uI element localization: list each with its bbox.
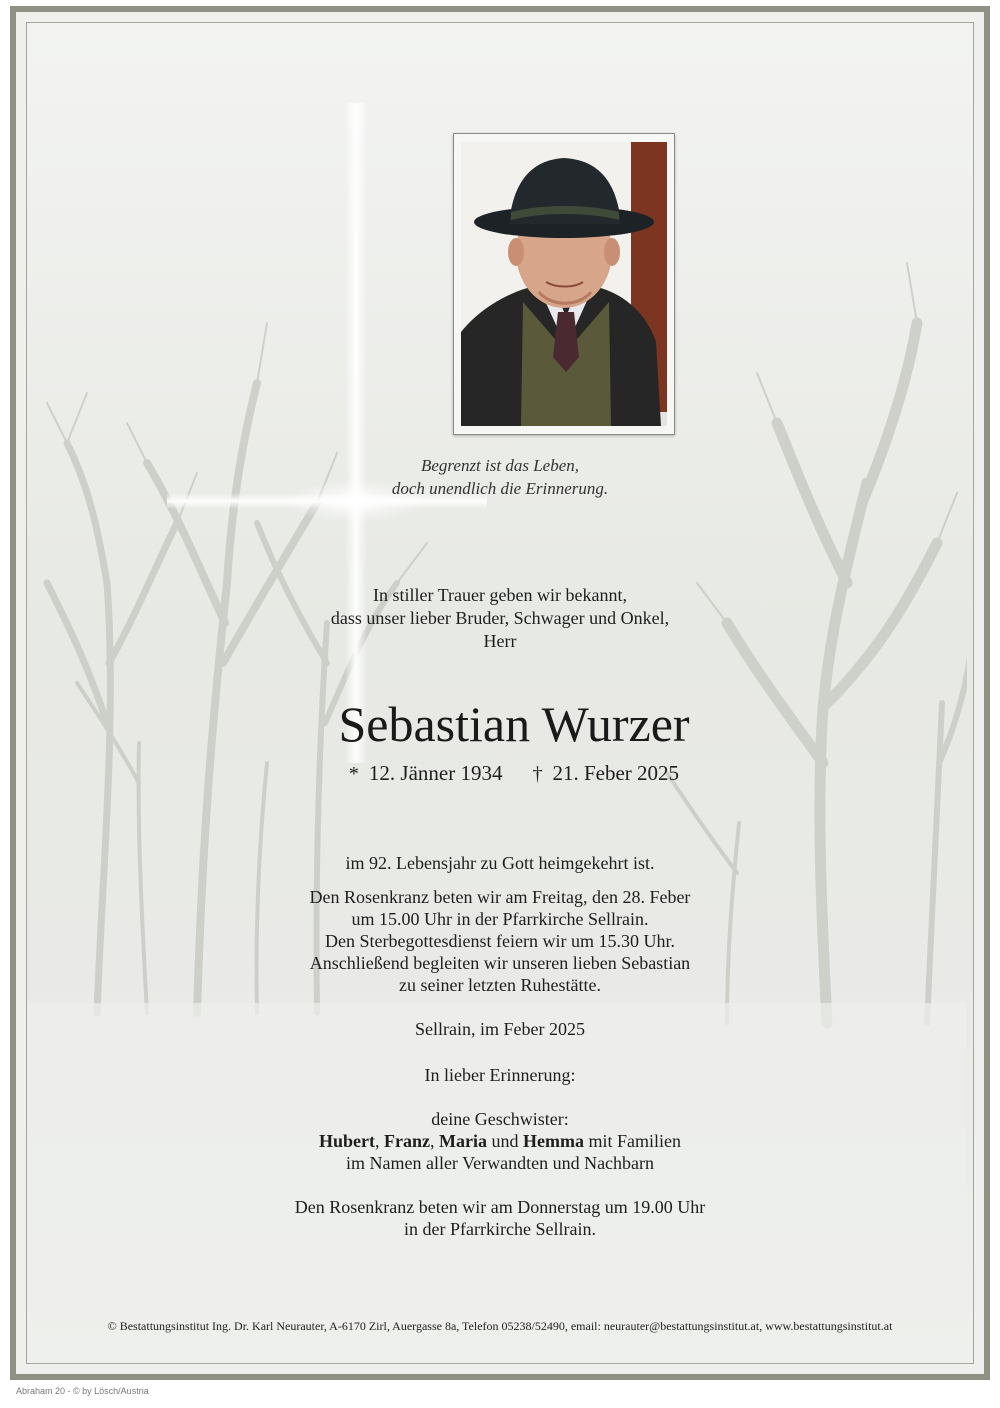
sibling-name: Franz: [384, 1131, 430, 1151]
intro-line-1: In stiller Trauer geben wir bekannt,: [373, 585, 627, 605]
rosary-note: [0, 1196, 1000, 1240]
portrait-photo: [461, 142, 667, 426]
ceremony-line-1: Den Rosenkranz beten wir am Freitag, den 28. Feber: [309, 887, 691, 907]
ceremony-line-3: Den Sterbegottesdienst feiern wir um 15.30 Uhr.: [325, 931, 675, 951]
remembrance-line: In lieber Erinnerung:: [424, 1065, 576, 1085]
birth-date: 12. Jänner 1934: [368, 761, 503, 785]
intro-line-3: Herr: [483, 631, 517, 651]
deceased-name: Sebastian Wurzer: [338, 696, 690, 752]
portrait-frame: [453, 133, 675, 435]
sibling-name: Maria: [439, 1131, 487, 1151]
birth-star-icon: *: [348, 763, 359, 785]
motto: [0, 454, 1000, 500]
siblings-line: Hubert, Franz, Maria und Hemma mit Familien: [319, 1131, 681, 1151]
death-cross-icon: †: [532, 763, 543, 785]
motto-line-1: Begrenzt ist das Leben,: [420, 456, 580, 475]
family-block: [0, 1108, 1000, 1174]
ceremony-line-5: zu seiner letzten Ruhestätte.: [399, 975, 601, 995]
family-intro: deine Geschwister:: [431, 1109, 569, 1129]
announcement-intro: [0, 584, 1000, 653]
motto-line-2: doch unendlich die Erinnerung.: [391, 479, 609, 498]
ceremony-line-2: um 15.00 Uhr in der Pfarrkirche Sellrain.: [351, 909, 649, 929]
death-date: 21. Feber 2025: [552, 761, 680, 785]
sibling-name: Hubert: [319, 1131, 376, 1151]
funeral-home-footer: © Bestattungsinstitut Ing. Dr. Karl Neurauter, A-6170 Zirl, Auergasse 8a, Telefon 05238/52490, email: neurauter@bestattungsinstitut.at, www.bestattungsinstitut.at: [107, 1319, 893, 1333]
ceremony-details: [0, 886, 1000, 996]
sibling-name: Hemma: [522, 1131, 584, 1151]
family-line-3: im Namen aller Verwandten und Nachbarn: [345, 1153, 655, 1173]
rosary-line-2: in der Pfarrkirche Sellrain.: [404, 1219, 596, 1239]
place-date: Sellrain, im Feber 2025: [415, 1019, 585, 1039]
intro-line-2: dass unser lieber Bruder, Schwager und Onkel,: [330, 608, 670, 628]
template-credit: Abraham 20 - © by Lösch/Austria: [16, 1386, 149, 1396]
age-line: im 92. Lebensjahr zu Gott heimgekehrt ist.: [345, 853, 655, 873]
ceremony-line-4: Anschließend begleiten wir unseren lieben Sebastian: [309, 953, 691, 973]
rosary-line-1: Den Rosenkranz beten wir am Donnerstag um 19.00 Uhr: [294, 1197, 706, 1217]
life-dates: [14, 760, 1000, 787]
